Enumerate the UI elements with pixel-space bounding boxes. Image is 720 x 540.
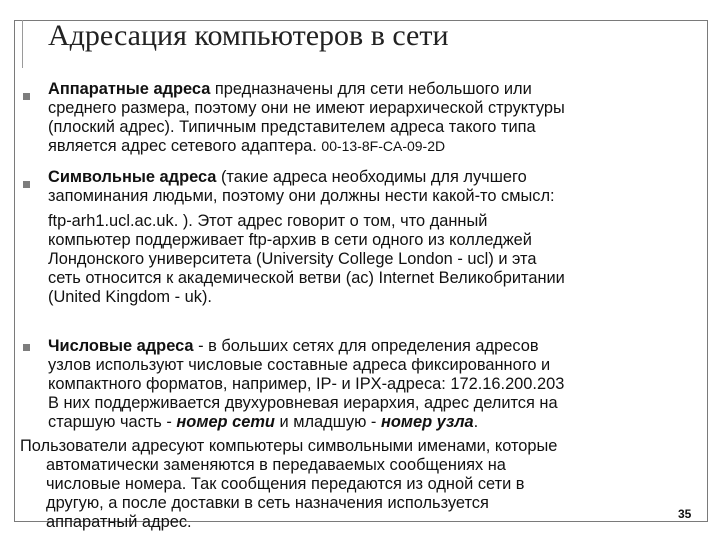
page-number: 35 — [678, 507, 692, 521]
paragraph-symbolic: Символьные адреса (такие адреса необходимы для лучшего запоминания людьми, поэтому они должны нести какой-то смысл: ftp-arh1.ucl.ac.uk. ). Этот адрес говорит о том, что данный компьютер поддерживает ftp-архив в сети одного из колледжей Лондонского университета (University College London - ucl) и эта сеть относится к академической ветви (ac) Internet Великобритании (United Kingdom - uk). — [48, 168, 565, 306]
page-title: Адресация компьютеров в сети — [48, 19, 449, 52]
term-numeric: Числовые адреса — [48, 337, 194, 355]
paragraph-numeric: Числовые адреса - в больших сетях для определения адресов узлов используют числовые составные адреса фиксированного и компактного форматов, например, IP- и IPX-адреса: 172.16.200.203 В них поддерживается двухуровневая иерархия, адрес делится на старшую часть - номер сети и младшую - номер узла. — [48, 337, 565, 431]
paragraph-hardware: Аппаратные адреса предназначены для сети небольшого или среднего размера, поэтому они не имеют иерархической структуры (плоский адрес). Типичным представителем адреса такого типа является адрес сетевого адаптера. 00-13-8F-CA-09-2D — [48, 80, 565, 155]
bullet-hardware — [23, 93, 30, 100]
mac-address: 00-13-8F-CA-09-2D — [321, 138, 446, 154]
paragraph-users: Пользователи адресуют компьютеры символьными именами, которые автоматически заменяются в передаваемых сообщениях на числовые номера. Так сообщения передаются из одной сети в другую, а после доставки в сеть назначения используется аппаратный адрес. — [20, 437, 558, 531]
bullet-numeric — [23, 344, 30, 351]
title-divider — [22, 20, 23, 68]
term-node-number: номер узла — [380, 413, 474, 431]
term-symbolic: Символьные адреса — [48, 168, 217, 186]
bullet-symbolic — [23, 181, 30, 188]
term-hardware: Аппаратные адреса — [48, 80, 211, 98]
term-network-number: номер сети — [176, 413, 275, 431]
